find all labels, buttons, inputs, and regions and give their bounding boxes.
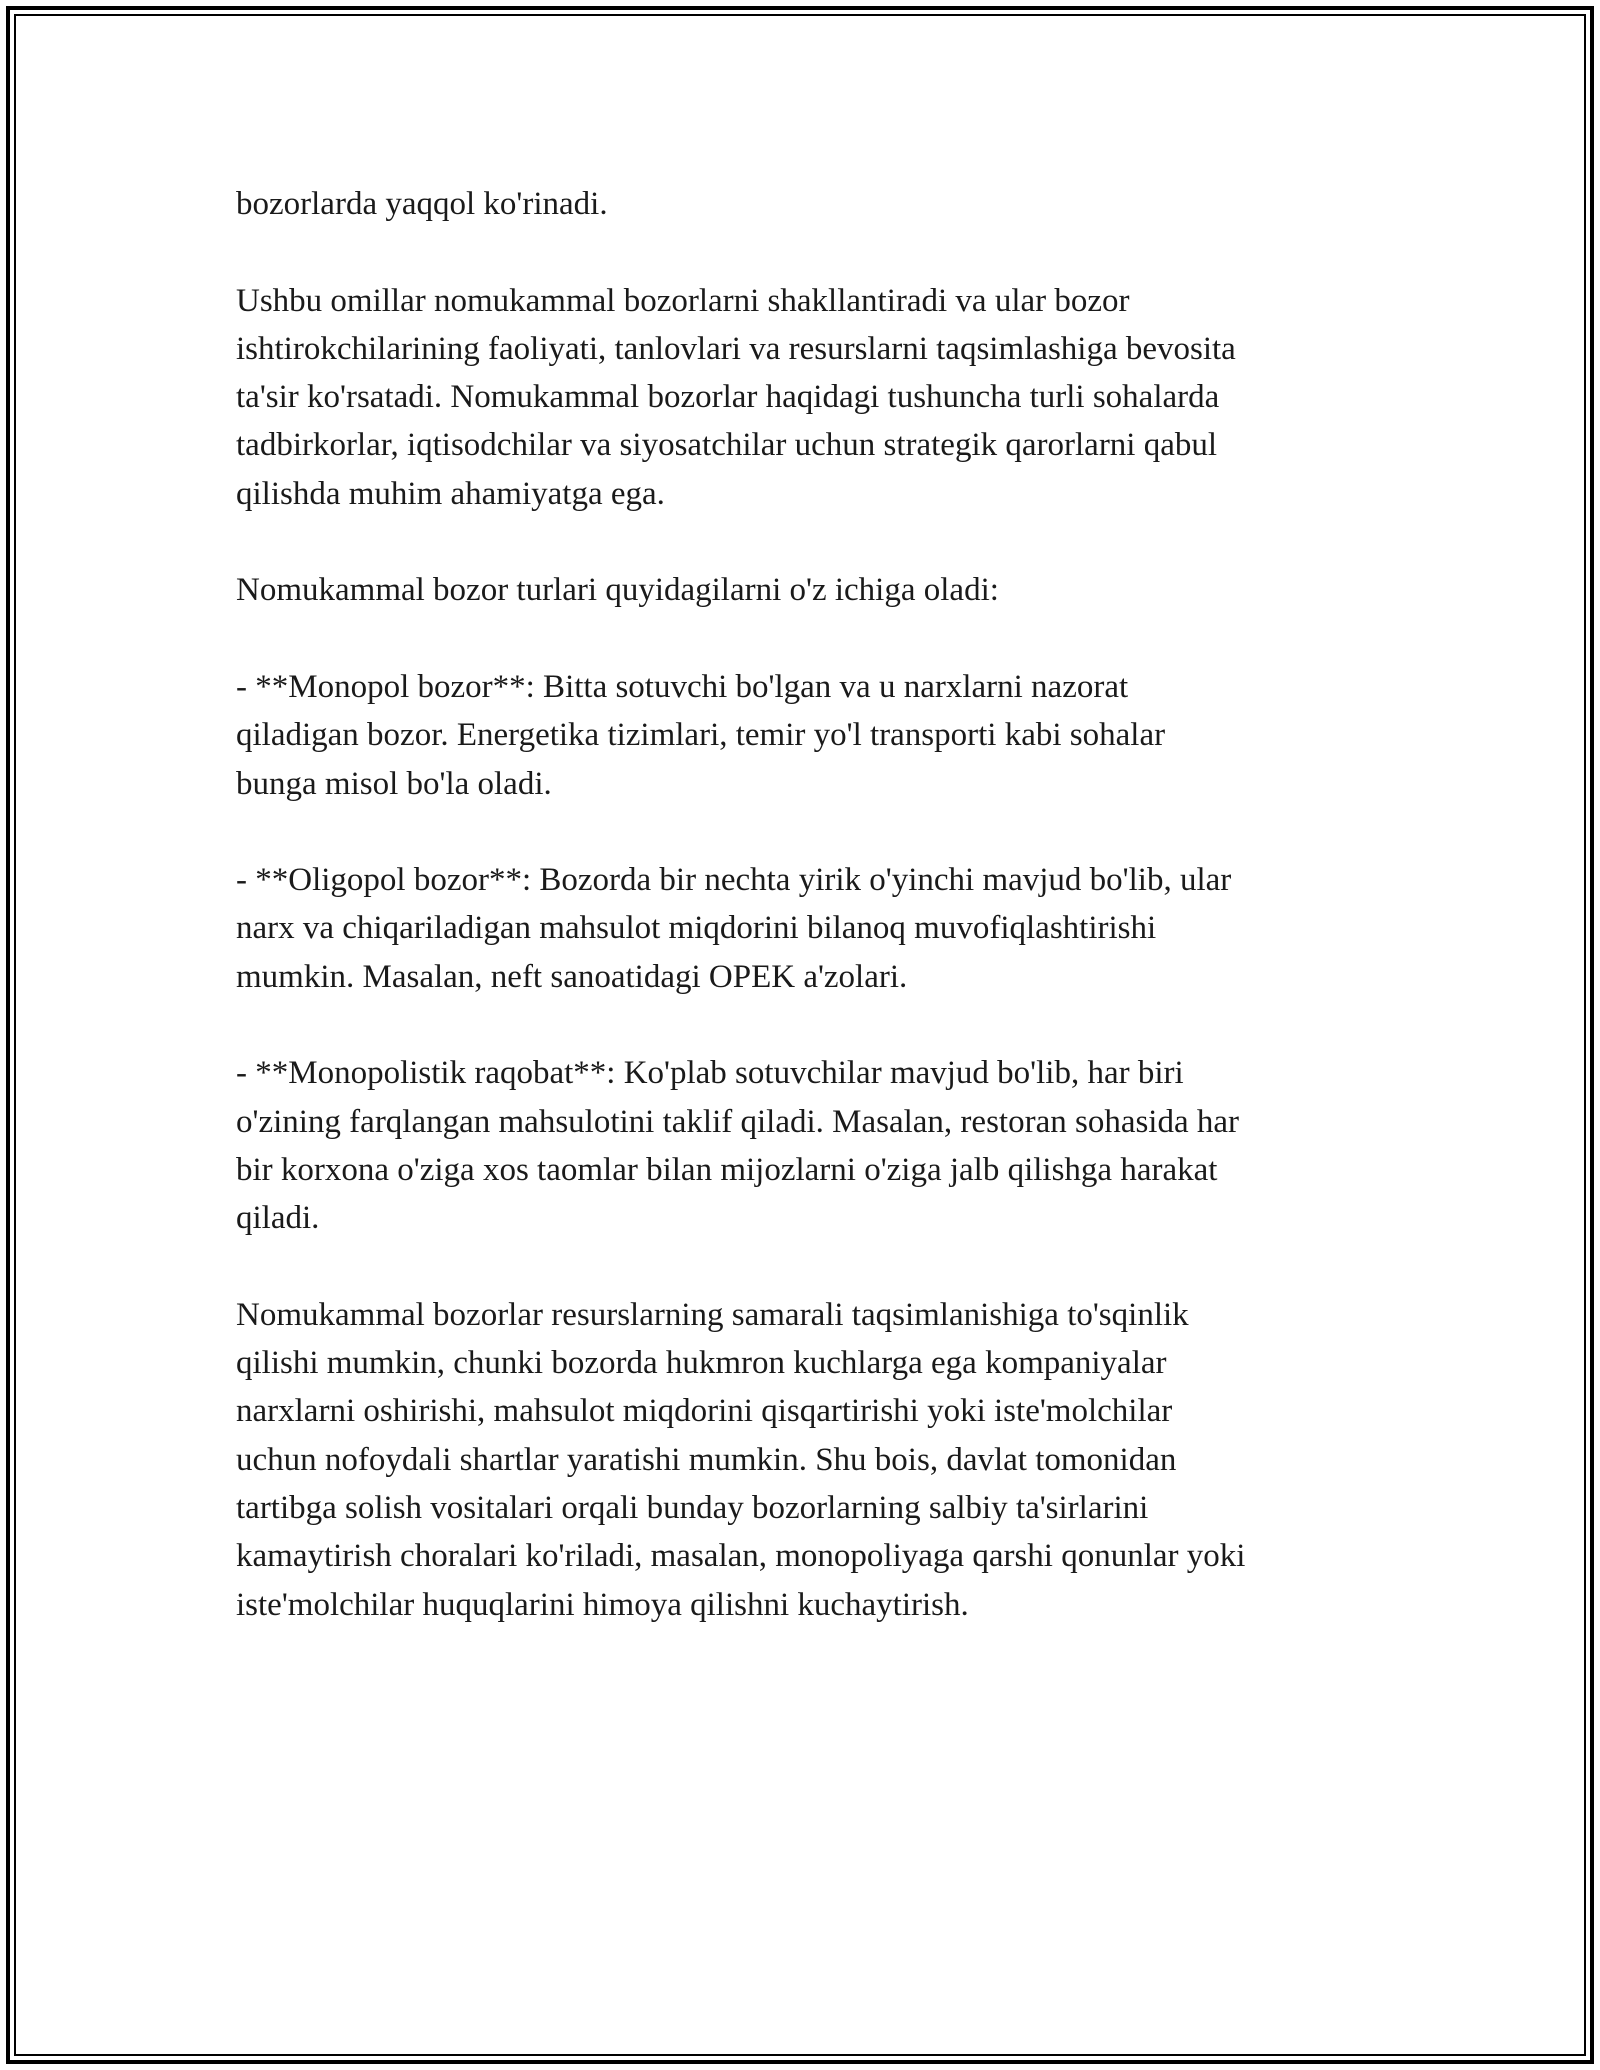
paragraph-conclusion: Nomukammal bozorlar resurslarning samarali taqsimlanishiga to'sqinlik qilishi mumkin, chunki bozorda hukmron kuchlarga ega kompaniyalar narxlarni oshirishi, mahsulot miqdorini qisqartirishi yoki iste'molchilar uchun nofoydali shartlar yaratishi mumkin. Shu bois, davlat tomonidan tartibga solish vositalari orqali bunday bozorlarning salbiy ta'sirlarini kamaytirish choralari ko'riladi, masalan, monopoliyaga qarshi qonunlar yoki iste'molchilar huquqlarini himoya qilishni kuchaytirish. [236, 1296, 1246, 1623]
document-body [236, 180, 1376, 1629]
list-item-oligopoly: - **Oligopol bozor**: Bozorda bir nechta yirik o'yinchi mavjud bo'lib, ular narx va chiqariladigan mahsulot miqdorini bilanoq muvofiqlashtirishi mumkin. Masalan, neft sanoatidagi OPEK a'zolari. [236, 862, 1232, 995]
paragraph-types-intro: Nomukammal bozor turlari quyidagilarni o'z ichiga oladi: [236, 572, 999, 609]
list-item-monopolistic-competition: - **Monopolistik raqobat**: Ko'plab sotuvchilar mavjud bo'lib, har biri o'zining farqlangan mahsulotini taklif qiladi. Masalan, restoran sohasida har bir korxona o'ziga xos taomlar bilan mijozlarni o'ziga jalb qilishga harakat qiladi. [236, 1055, 1240, 1237]
paragraph-continuation: bozorlarda yaqqol ko'rinadi. [236, 186, 608, 222]
paragraph-factors: Ushbu omillar nomukammal bozorlarni shakllantiradi va ular bozor ishtirokchilarining faoliyati, tanlovlari va resurslarni taqsimlashiga bevosita ta'sir ko'rsatadi. Nomukammal bozorlar haqidagi tushuncha turli sohalarda tadbirkorlar, iqtisodchilar va siyosatchilar uchun strategik qarorlarni qabul qilishda muhim ahamiyatga ega. [236, 282, 1236, 512]
list-item-monopoly: - **Monopol bozor**: Bitta sotuvchi bo'lgan va u narxlarni nazorat qiladigan bozor. Energetika tizimlari, temir yo'l transporti kabi sohalar bunga misol bo'la oladi. [236, 668, 1166, 802]
